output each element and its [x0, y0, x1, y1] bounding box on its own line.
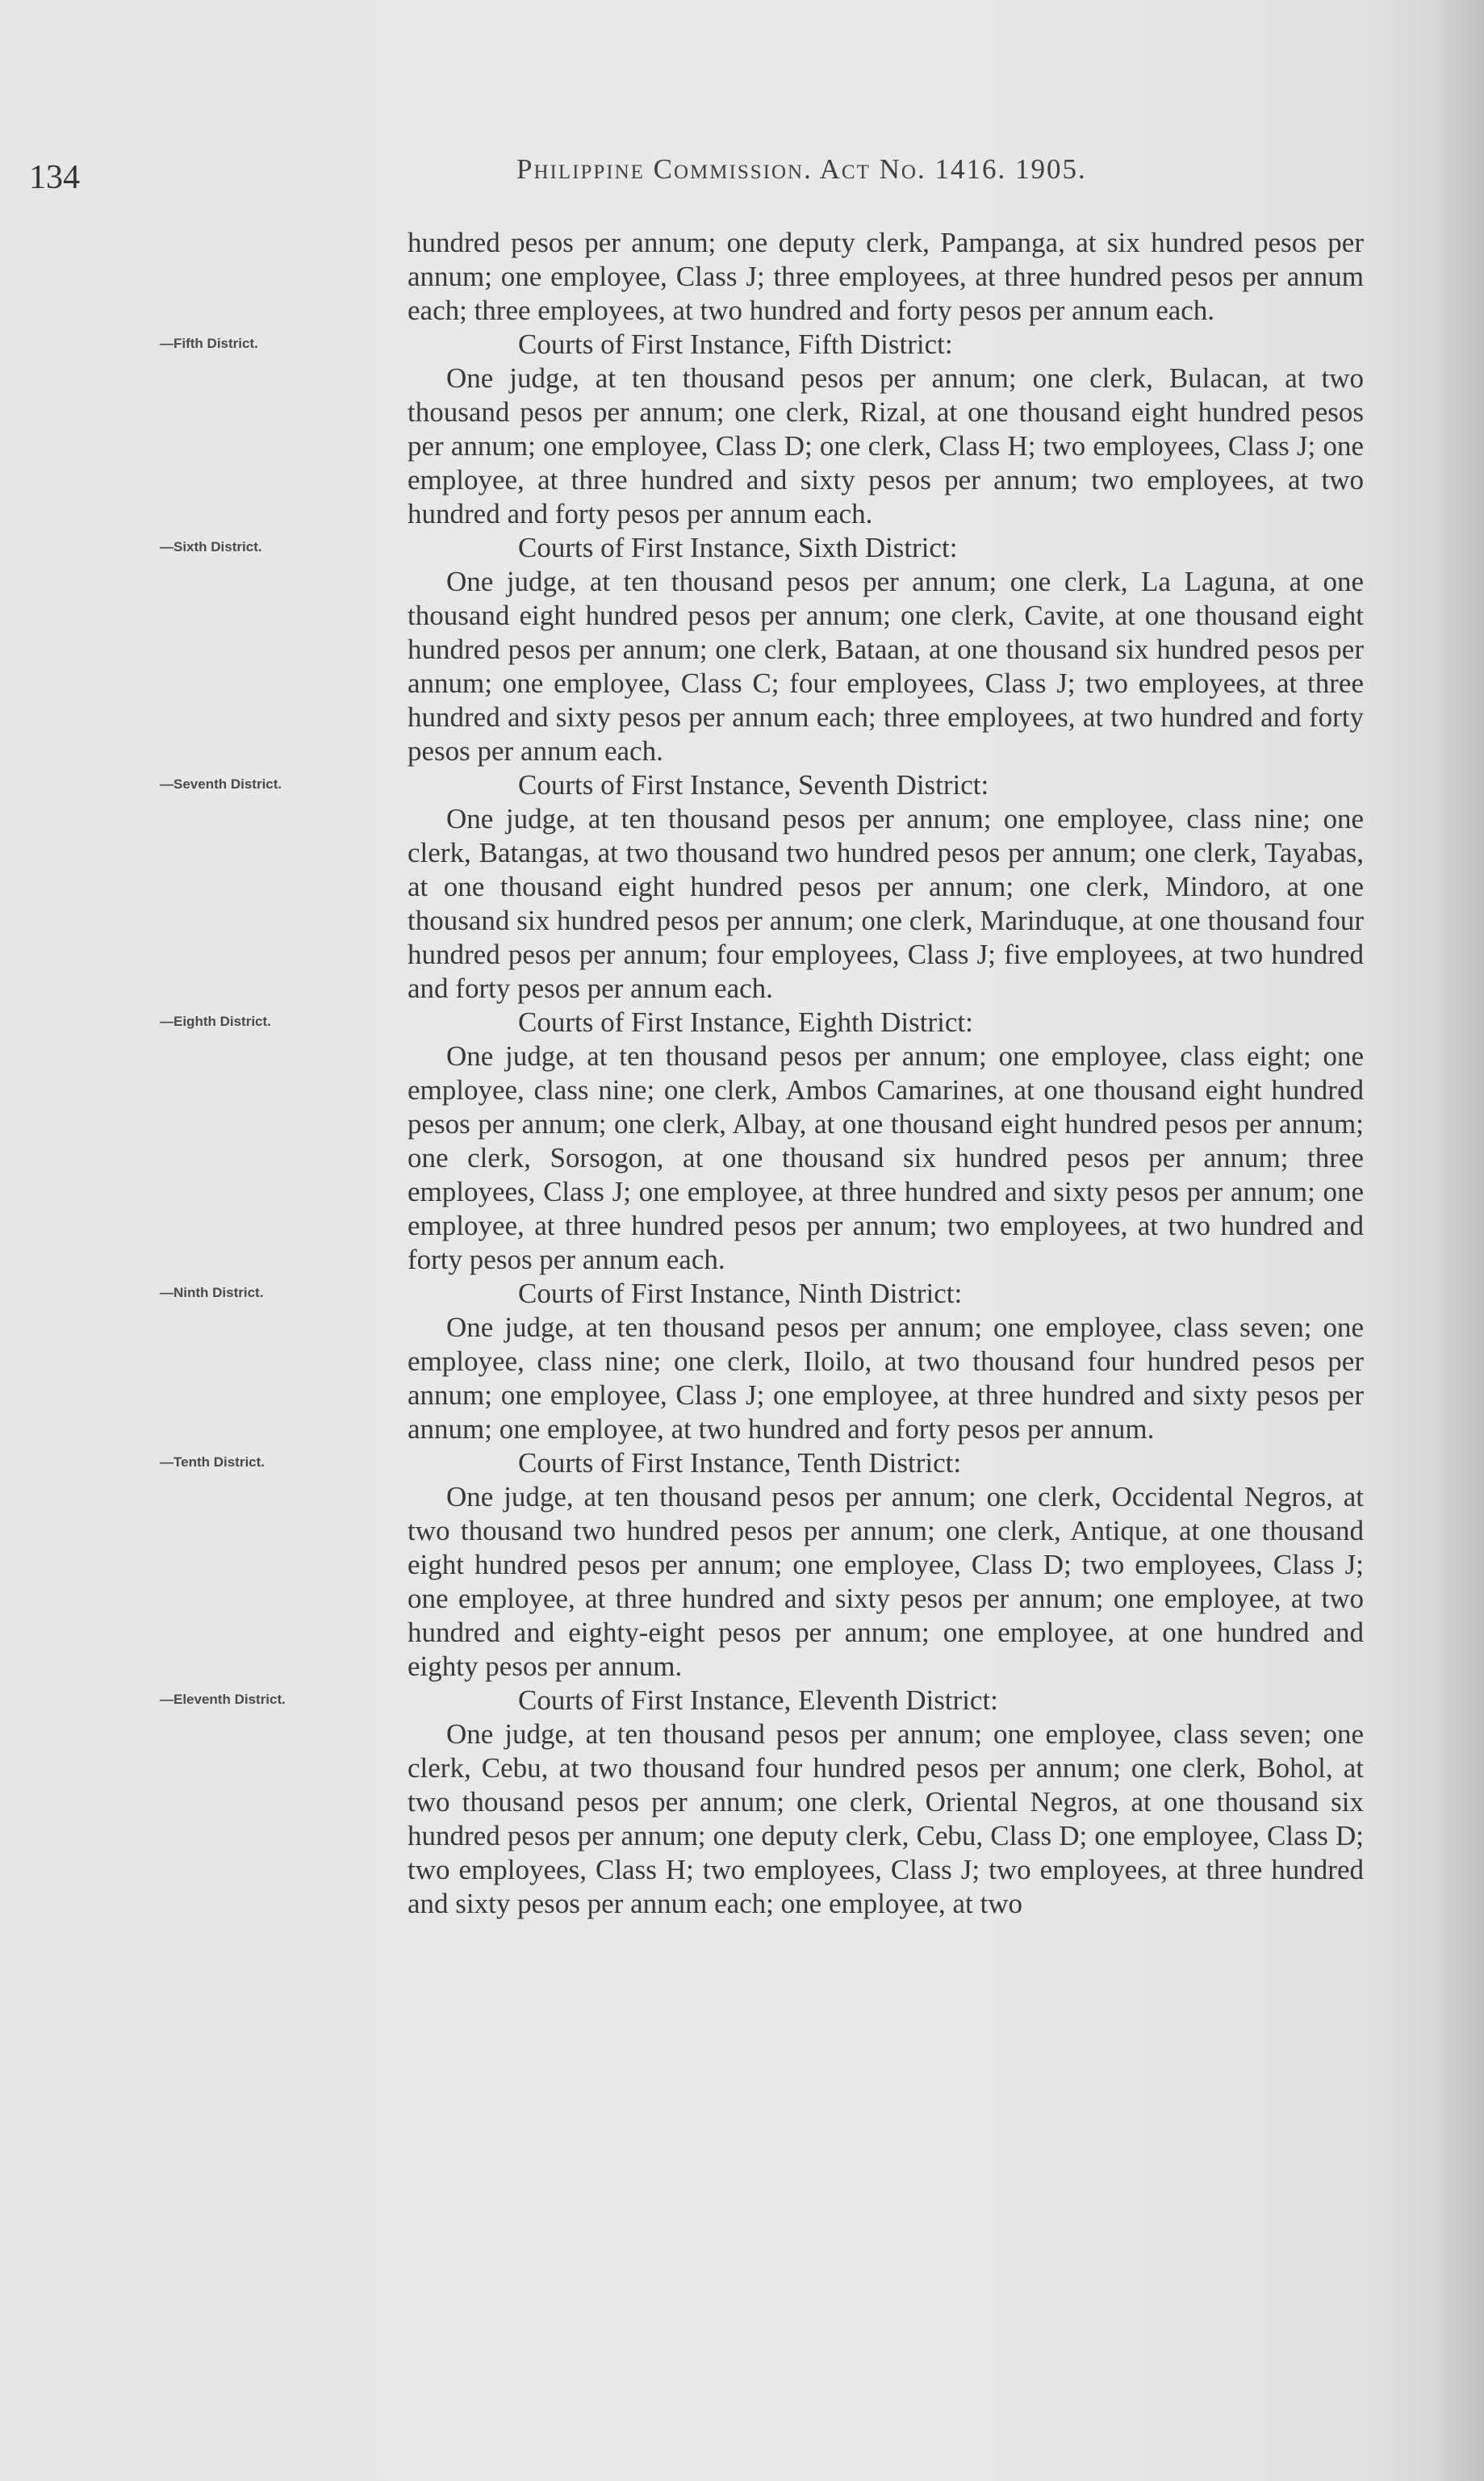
section-seventh-district [160, 768, 1364, 1006]
section-heading: Courts of First Instance, Tenth District: [518, 1447, 962, 1479]
binding-shadow [1436, 0, 1484, 2481]
margin-note: —Ninth District. [160, 1285, 264, 1300]
section-fifth-district [160, 328, 1364, 531]
section-paragraph: One judge, at ten thousand pesos per annum; one employee, class eight; one employee, class nine; one clerk, Ambos Camarines, at one thousand eight hundred pesos per annum; one clerk, Albay, at one thousand eight hundred pesos per annum; one clerk, Sorsogon, at one thousand six hundred pesos per annum; three employees, Class J; one employee, at three hundred and sixty pesos per annum; one employee, at three hundred pesos per annum; two employees, at two hundred and forty pesos per annum each. [408, 1040, 1364, 1275]
section-paragraph: One judge, at ten thousand pesos per annum; one employee, class seven; one clerk, Cebu, at two thousand four hundred pesos per annum; one clerk, Bohol, at two thousand pesos per annum; one clerk, Oriental Negros, at one thousand six hundred pesos per annum; one deputy clerk, Cebu, Class D; one employee, Class D; two employees, Class H; two employees, Class J; two employees, at three hundred and sixty pesos per annum each; one employee, at two [408, 1718, 1364, 1919]
margin-note: —Fifth District. [160, 336, 258, 351]
section-ninth-district [160, 1277, 1364, 1446]
section-sixth-district [160, 531, 1364, 768]
section-eleventh-district [160, 1684, 1364, 1921]
section-heading: Courts of First Instance, Fifth District: [518, 328, 953, 360]
body-text [160, 226, 1364, 1921]
section-tenth-district [160, 1446, 1364, 1684]
running-head: Philippine Commission. Act No. 1416. 1905. [516, 153, 1087, 185]
section-paragraph: One judge, at ten thousand pesos per annum; one clerk, Occidental Negros, at two thousand two hundred pesos per annum; one clerk, Antique, at one thousand eight hundred pesos per annum; one employee, Class D; two employees, Class J; one employee, at three hundred and sixty pesos per annum; one employee, at two hundred and eighty-eight pesos per annum; one employee, at one hundred and eighty pesos per annum. [408, 1481, 1364, 1682]
margin-note: —Sixth District. [160, 539, 262, 554]
margin-note: —Eighth District. [160, 1014, 271, 1029]
section-heading: Courts of First Instance, Eighth District: [518, 1006, 973, 1038]
margin-note: —Eleventh District. [160, 1692, 286, 1707]
page-number: 134 [29, 159, 80, 196]
section-heading: Courts of First Instance, Sixth District: [518, 532, 958, 563]
margin-note: —Tenth District. [160, 1454, 265, 1470]
section-heading: Courts of First Instance, Seventh District: [518, 769, 989, 801]
section-paragraph: One judge, at ten thousand pesos per annum; one employee, class nine; one clerk, Batangas, at two thousand two hundred pesos per annum; one clerk, Tayabas, at one thousand eight hundred pesos per annum; one clerk, Mindoro, at one thousand six hundred pesos per annum; one clerk, Marinduque, at one thousand four hundred pesos per annum; four employees, Class J; five employees, at two hundred and forty pesos per annum each. [408, 803, 1364, 1004]
opening-paragraph: hundred pesos per annum; one deputy clerk, Pampanga, at six hundred pesos per annum; one employee, Class J; three employees, at three hundred pesos per annum each; three employees, at two hundred and forty pesos per annum each. [408, 227, 1364, 326]
section-heading: Courts of First Instance, Eleventh District: [518, 1684, 998, 1716]
section-paragraph: One judge, at ten thousand pesos per annum; one employee, class seven; one employee, class nine; one clerk, Iloilo, at two thousand four hundred pesos per annum; one employee, Class J; one employee, at three hundred and sixty pesos per annum; one employee, at two hundred and forty pesos per annum. [408, 1312, 1364, 1445]
section-eighth-district [160, 1006, 1364, 1277]
section-paragraph: One judge, at ten thousand pesos per annum; one clerk, La Laguna, at one thousand eight hundred pesos per annum; one clerk, Cavite, at one thousand eight hundred pesos per annum; one clerk, Bataan, at one thousand six hundred pesos per annum; one employee, Class C; four employees, Class J; two employees, at three hundred and sixty pesos per annum each; three employees, at two hundred and forty pesos per annum each. [408, 566, 1364, 767]
margin-note: —Seventh District. [160, 776, 282, 792]
section-paragraph: One judge, at ten thousand pesos per annum; one clerk, Bulacan, at two thousand pesos per annum; one clerk, Rizal, at one thousand eight hundred pesos per annum; one employee, Class D; one clerk, Class H; two employees, Class J; one employee, at three hundred and sixty pesos per annum; two employees, at two hundred and forty pesos per annum each. [408, 362, 1364, 529]
section-heading: Courts of First Instance, Ninth District: [518, 1278, 963, 1309]
